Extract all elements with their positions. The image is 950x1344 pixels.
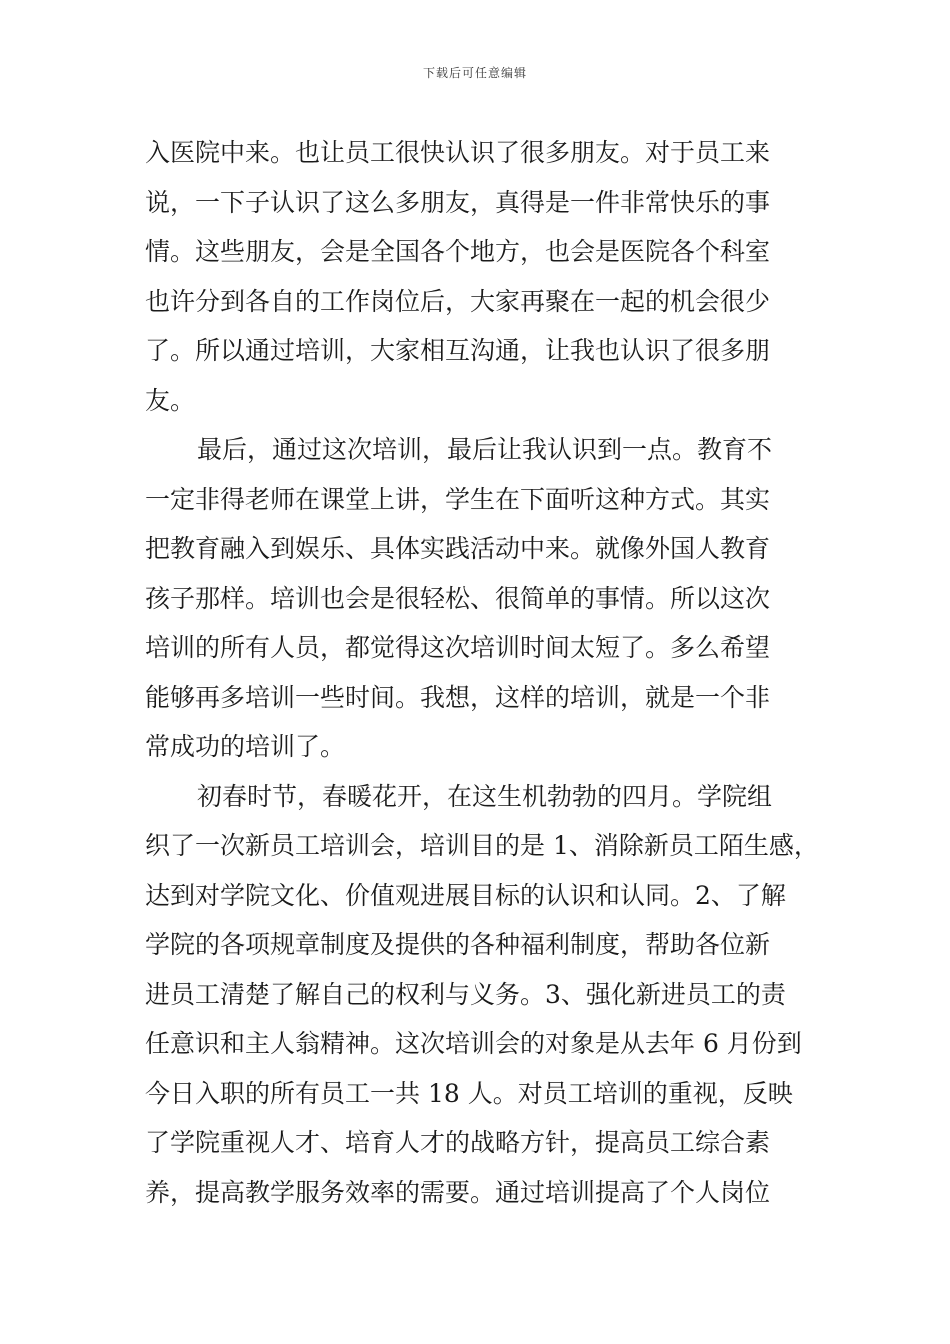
text-line: 了。所以通过培训，大家相互沟通，让我也认识了很多朋 (145, 336, 771, 365)
text-line: 进员工清楚了解自己的权利与义务。3、强化新进员工的责 (145, 979, 786, 1009)
document-body (145, 128, 819, 1217)
text-line: 情。这些朋友，会是全国各个地方，也会是医院各个科室 (145, 237, 771, 266)
text-line: 孩子那样。培训也会是很轻松、很简单的事情。所以这次 (145, 583, 771, 613)
text-line: 说，一下子认识了这么多朋友，真得是一件非常快乐的事 (145, 187, 771, 217)
text-line: 能够再多培训一些时间。我想，这样的培训，就是一个非 (145, 682, 771, 712)
text-line: 入医院中来。也让员工很快认识了很多朋友。对于员工来 (145, 138, 771, 167)
text-line: 达到对学院文化、价值观进展目标的认识和认同。2、了解 (145, 880, 786, 910)
text-line: 一定非得老师在课堂上讲，学生在下面听这种方式。其实 (145, 484, 771, 514)
text-line: 今日入职的所有员工一共 18 人。对员工培训的重视，反映 (145, 1078, 793, 1108)
text-line: 任意识和主人翁精神。这次培训会的对象是从去年 6 月份到 (145, 1029, 802, 1058)
text-line: 也许分到各自的工作岗位后，大家再聚在一起的机会很少 (145, 286, 771, 316)
text-line: 织了一次新员工培训会，培训目的是 1、消除新员工陌生感， (145, 831, 819, 860)
text-line: 把教育融入到娱乐、具体实践活动中来。就像外国人教育 (145, 534, 771, 563)
text-line: 学院的各项规章制度及提供的各种福利制度，帮助各位新 (145, 930, 771, 959)
text-line: 养，提高教学服务效率的需要。通过培训提高了个人岗位 (145, 1177, 771, 1207)
page-header: 下载后可任意编辑 (422, 66, 527, 80)
text-line: 常成功的培训了。 (145, 732, 346, 761)
text-line: 了学院重视人才、培育人才的战略方针，提高员工综合素 (145, 1128, 771, 1157)
text-line: 最后，通过这次培训，最后让我认识到一点。教育不 (197, 435, 773, 464)
text-line: 友。 (145, 385, 196, 415)
text-line: 初春时节，春暖花开，在这生机勃勃的四月。学院组 (197, 781, 773, 811)
text-line: 培训的所有人员，都觉得这次培训时间太短了。多么希望 (145, 633, 771, 662)
